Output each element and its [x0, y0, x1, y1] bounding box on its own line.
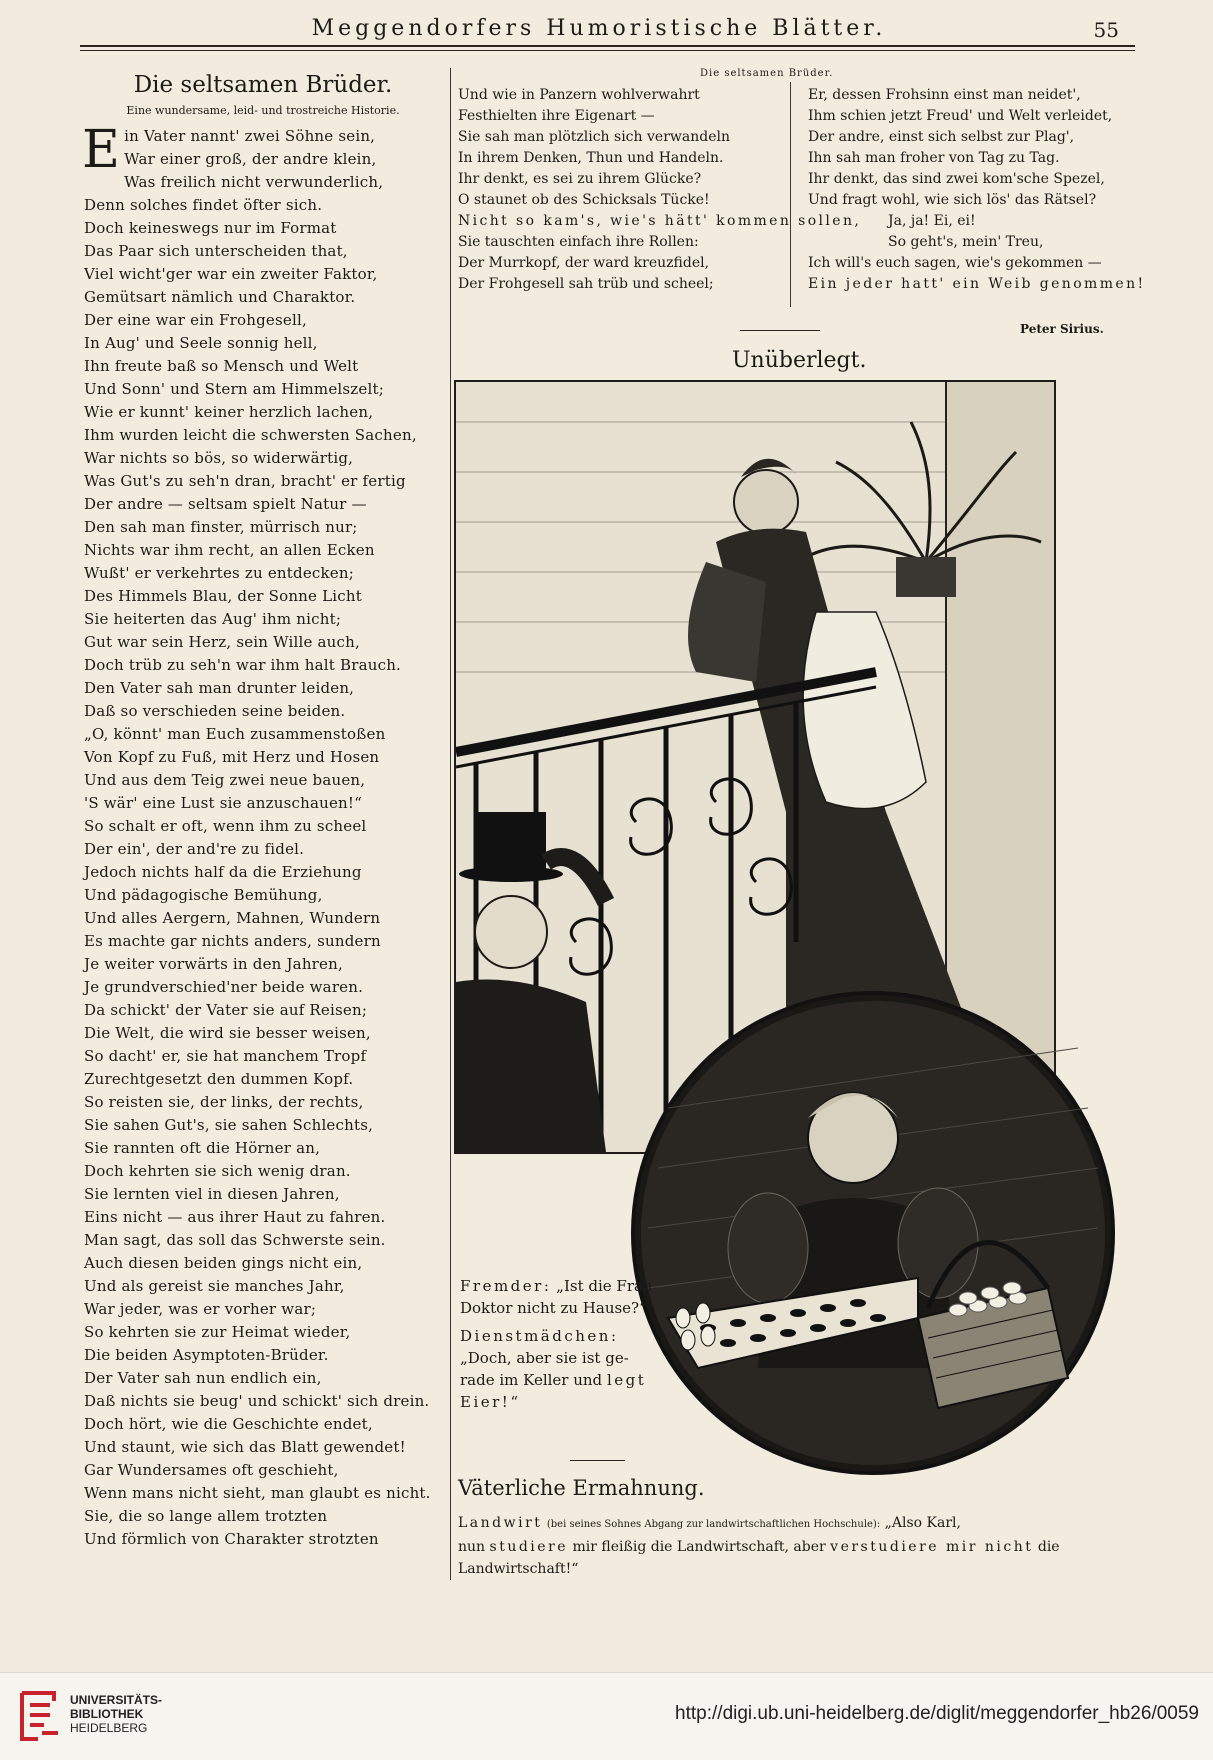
poem-line: Nichts war ihm recht, an allen Ecken	[84, 541, 375, 559]
verse-line: Der andre, einst sich selbst zur Plag',	[808, 129, 1075, 145]
anecdote-line2-spaced1: studiere	[489, 1539, 569, 1555]
poem-line: Ihm wurden leicht die schwersten Sachen,	[84, 426, 417, 444]
source-url-link[interactable]: http://digi.ub.uni-heidelberg.de/diglit/meggendorfer_hb26/0059	[675, 1703, 1199, 1724]
right-verse-lines	[808, 85, 1146, 295]
cartoon-title: Unüberlegt.	[732, 348, 867, 373]
cartoon-caption	[460, 1275, 660, 1413]
poem-line: Auch diesen beiden gings nicht ein,	[84, 1254, 363, 1272]
poem-line: Die beiden Asymptoten-Brüder.	[84, 1346, 329, 1364]
verse-line: Und fragt wohl, wie sich lös' das Rätsel?	[808, 192, 1097, 208]
anecdote-context: (bei seines Sohnes Abgang zur landwirtschaftlichen Hochschule):	[546, 1519, 881, 1530]
poem-first-line: in Vater nannt' zwei Söhne sein,	[124, 127, 376, 145]
poem-line: Gut war sein Herz, sein Wille auch,	[84, 633, 360, 651]
verse-line: Ihr denkt, das sind zwei kom'sche Spezel,	[808, 171, 1105, 187]
verse-line: Sie sah man plötzlich sich verwandeln	[458, 129, 730, 145]
poem-line: Und staunt, wie sich das Blatt gewendet!	[84, 1438, 406, 1456]
poem-line: Doch hört, wie die Geschichte endet,	[84, 1415, 373, 1433]
poem-line: Und aus dem Teig zwei neue bauen,	[84, 771, 366, 789]
header-rule	[80, 45, 1135, 47]
poem-line: Eins nicht — aus ihrer Haut zu fahren.	[84, 1208, 386, 1226]
caption-speaker-stranger: Fremder:	[460, 1277, 552, 1295]
anecdote-line1: „Also Karl,	[884, 1515, 961, 1531]
poem-line: So kehrten sie zur Heimat wieder,	[84, 1323, 351, 1341]
poem-line: Des Himmels Blau, der Sonne Licht	[84, 587, 362, 605]
caption-text-maid: „Doch, aber sie ist ge-rade im Keller und	[460, 1349, 629, 1389]
middle-verse-lines	[458, 85, 862, 295]
poem-line: Gar Wundersames oft geschieht,	[84, 1461, 339, 1479]
verse-line: So geht's, mein' Treu,	[888, 234, 1044, 250]
poem-line: Sie, die so lange allem trotzten	[84, 1507, 328, 1525]
poem-lines	[82, 120, 442, 1551]
poem-line: Und Sonn' und Stern am Himmelszelt;	[84, 380, 384, 398]
poem-line: Der Vater sah nun endlich ein,	[84, 1369, 322, 1387]
poem-line: War einer groß, der andre klein,	[124, 150, 377, 168]
verse-line: Ja, ja! Ei, ei!	[888, 213, 976, 229]
poem-line: Und pädagogische Bemühung,	[84, 886, 323, 904]
verse-line: In ihrem Denken, Thun und Handeln.	[458, 150, 724, 166]
university-library-logo[interactable]	[14, 1687, 62, 1745]
caption-text-stranger: „Ist die Frau Doktor nicht zu Hause?“	[460, 1277, 653, 1317]
library-name	[70, 1693, 162, 1735]
poem-line: Sie rannten oft die Hörner an,	[84, 1139, 321, 1157]
poem-author: Peter Sirius.	[1020, 322, 1104, 336]
medallion-illustration	[628, 988, 1118, 1478]
poem-line: Daß nichts sie beug' und schickt' sich drein.	[84, 1392, 430, 1410]
poem-line: Das Paar sich unterscheiden that,	[84, 242, 348, 260]
poem-line: Daß so verschieden seine beiden.	[84, 702, 346, 720]
running-title: Meggendorfers Humoristische Blätter.	[311, 16, 887, 41]
header-rule-thin	[80, 50, 1135, 51]
poem-line: Sie lernten viel in diesen Jahren,	[84, 1185, 340, 1203]
poem-line: Und alles Aergern, Mahnen, Wundern	[84, 909, 381, 927]
verse-line: Ihn sah man froher von Tag zu Tag.	[808, 150, 1060, 166]
poem-continuation-right	[808, 85, 1146, 295]
egg-scene-drawing	[628, 988, 1118, 1478]
poem-line: Denn solches findet öfter sich.	[84, 196, 323, 214]
caption-text-maid-spaced: legt Eier!“	[460, 1371, 647, 1411]
poem-line: So reisten sie, der links, der rechts,	[84, 1093, 364, 1111]
caption-rule	[570, 1460, 625, 1461]
poem-line: Wußt' er verkehrtes zu entdecken;	[84, 564, 354, 582]
library-footer	[0, 1672, 1213, 1760]
poem-line: Es machte gar nichts anders, sundern	[84, 932, 381, 950]
library-name-line1: UNIVERSITÄTS-	[70, 1693, 163, 1707]
poem-line: Je grundverschied'ner beide waren.	[84, 978, 364, 996]
poem-line: Was Gut's zu seh'n dran, bracht' er fertig	[84, 472, 406, 490]
poem-line: Und förmlich von Charakter strotzten	[84, 1530, 379, 1548]
verse-line: Ihr denkt, es sei zu ihrem Glücke?	[458, 171, 702, 187]
poem-title: Die seltsamen Brüder.	[133, 72, 393, 98]
poem-line: War jeder, was er vorher war;	[84, 1300, 317, 1318]
anecdote-line3: Landwirtschaft!“	[458, 1561, 579, 1577]
poem-line: Der ein', der and're zu fidel.	[84, 840, 305, 858]
anecdote-line2-end: die	[1037, 1539, 1060, 1555]
anecdote-speaker: Landwirt	[458, 1515, 543, 1531]
verse-line: Der Murrkopf, der ward kreuzfidel,	[458, 255, 710, 271]
poem-line: Und als gereist sie manches Jahr,	[84, 1277, 345, 1295]
poem-continuation-middle	[458, 85, 862, 295]
poem-line: Viel wicht'ger war ein zweiter Faktor,	[84, 265, 378, 283]
anecdote-line2-spaced2: verstudiere mir nicht	[830, 1539, 1034, 1555]
poem-line: So schalt er oft, wenn ihm zu scheel	[84, 817, 367, 835]
poem-line: So dacht' er, sie hat manchem Tropf	[84, 1047, 367, 1065]
poem-line: Der eine war ein Frohgesell,	[84, 311, 307, 329]
anecdote-title: Väterliche Ermahnung.	[458, 1476, 705, 1500]
column-divider-left	[450, 68, 451, 1580]
separator-rule	[740, 330, 820, 331]
verse-line: Der Frohgesell sah trüb und scheel;	[458, 276, 714, 292]
library-name-line2: BIBLIOTHEK	[70, 1707, 144, 1721]
column-divider-right	[790, 82, 791, 307]
page-number: 55	[1093, 18, 1119, 42]
poem-line: Je weiter vorwärts in den Jahren,	[84, 955, 343, 973]
poem-line: War nichts so bös, so widerwärtig,	[84, 449, 354, 467]
library-name-line3: HEIDELBERG	[70, 1721, 148, 1735]
verse-line: Sie tauschten einfach ihre Rollen:	[458, 234, 699, 250]
verse-line: Nicht so kam's, wie's hätt' kommen sollen,	[458, 213, 862, 229]
poem-line: Zurechtgesetzt den dummen Kopf.	[84, 1070, 354, 1088]
poem-line: Sie sahen Gut's, sie sahen Schlechts,	[84, 1116, 374, 1134]
anecdote-text	[458, 1512, 1118, 1580]
verse-line: Und wie in Panzern wohlverwahrt	[458, 87, 700, 103]
poem-line: Sie heiterten das Aug' ihm nicht;	[84, 610, 342, 628]
poem-line: „O, könnt' man Euch zusammenstoßen	[84, 725, 386, 743]
poem-line: Der andre — seltsam spielt Natur —	[84, 495, 367, 513]
verse-line: Festhielten ihre Eigenart —	[458, 108, 655, 124]
poem-line: Wie er kunnt' keiner herzlich lachen,	[84, 403, 374, 421]
poem-line: Doch kehrten sie sich wenig dran.	[84, 1162, 351, 1180]
poem-line: Den Vater sah man drunter leiden,	[84, 679, 355, 697]
poem-line: Den sah man finster, mürrisch nur;	[84, 518, 358, 536]
poem-line: Die Welt, die wird sie besser weisen,	[84, 1024, 371, 1042]
anecdote-line2-mid: mir fleißig die Landwirtschaft, aber	[572, 1539, 826, 1555]
poem-line: Von Kopf zu Fuß, mit Herz und Hosen	[84, 748, 380, 766]
anecdote-line2-start: nun	[458, 1539, 486, 1555]
caption-speaker-maid: Dienstmädchen:	[460, 1327, 619, 1345]
poem-line: Was freilich nicht verwunderlich,	[124, 173, 384, 191]
poem-subtitle: Eine wundersame, leid- und trostreiche Historie.	[126, 104, 400, 117]
verse-line: Ihm schien jetzt Freud' und Welt verleidet,	[808, 108, 1113, 124]
poem-line: Jedoch nichts half da die Erziehung	[84, 863, 362, 881]
poem-line: In Aug' und Seele sonnig hell,	[84, 334, 318, 352]
running-head	[85, 14, 1119, 48]
verse-line: Ich will's euch sagen, wie's gekommen —	[808, 255, 1102, 271]
poem-line: 'S wär' eine Lust sie anzuschauen!“	[84, 794, 363, 812]
verse-line: Er, dessen Frohsinn einst man neidet',	[808, 87, 1081, 103]
poem-line: Da schickt' der Vater sie auf Reisen;	[84, 1001, 368, 1019]
poem-line: Doch trüb zu seh'n war ihm halt Brauch.	[84, 656, 402, 674]
poem-line: Ihn freute baß so Mensch und Welt	[84, 357, 359, 375]
poem-line: Wenn mans nicht sieht, man glaubt es nicht.	[84, 1484, 431, 1502]
poem-line: Doch keineswegs nur im Format	[84, 219, 337, 237]
continuation-head: Die seltsamen Brüder.	[700, 68, 834, 79]
verse-line: Ein jeder hatt' ein Weib genommen!	[808, 276, 1146, 292]
poem-column	[84, 68, 442, 1551]
drop-capital: E	[82, 120, 121, 180]
poem-line: Man sagt, das soll das Schwerste sein.	[84, 1231, 386, 1249]
poem-line: Gemütsart nämlich und Charaktor.	[84, 288, 356, 306]
verse-line: O staunet ob des Schicksals Tücke!	[458, 192, 710, 208]
